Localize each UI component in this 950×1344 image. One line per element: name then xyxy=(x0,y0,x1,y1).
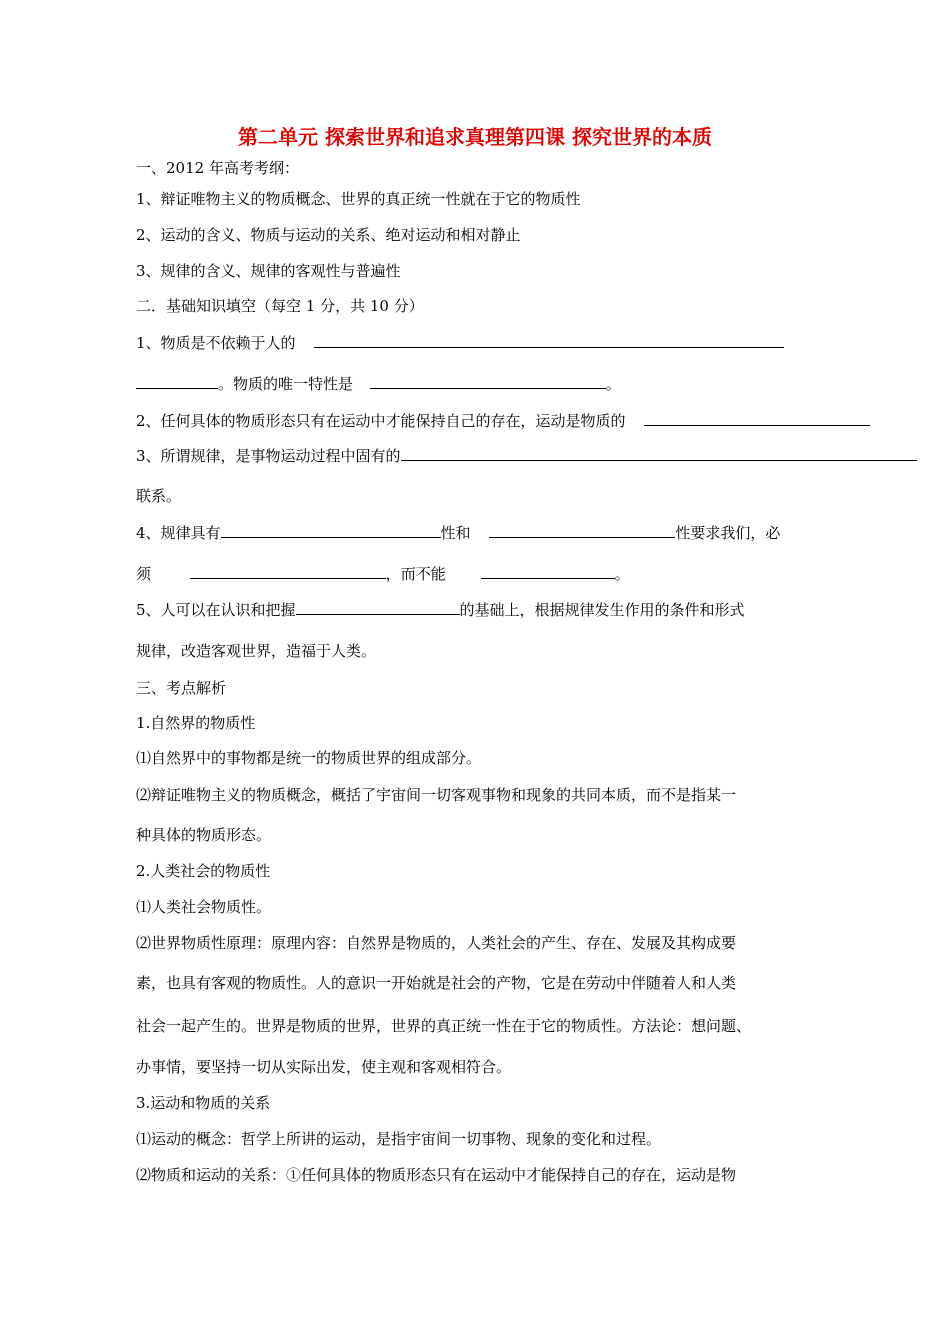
question-3-text: 3、所谓规律，是事物运动过程中固有的 xyxy=(136,447,401,465)
analysis-line: ⑴自然界中的事物都是统一的物质世界的组成部分。 xyxy=(136,749,482,767)
question-3-line-1 xyxy=(136,446,917,466)
analysis-line: 1.自然界的物质性 xyxy=(136,714,256,732)
question-1-text-2: 。物质的唯一特性是 xyxy=(218,375,354,393)
section2-heading: 二．基础知识填空（每空 1 分，共 10 分） xyxy=(136,297,424,315)
answer-blank[interactable] xyxy=(296,600,460,615)
question-5-text: 5、人可以在认识和把握 xyxy=(136,601,296,619)
syllabus-item-1: 1、辩证唯物主义的物质概念、世界的真正统一性就在于它的物质性 xyxy=(136,190,581,208)
answer-blank[interactable] xyxy=(489,523,675,538)
question-1-text: 1、物质是不依赖于人的 xyxy=(136,334,296,352)
question-2-line xyxy=(136,411,870,431)
question-4-text-3: 性要求我们，必 xyxy=(675,524,781,542)
answer-blank[interactable] xyxy=(190,564,386,579)
question-5-text-2: 的基础上，根据规律发生作用的条件和形式 xyxy=(459,601,745,619)
analysis-line: ⑵辩证唯物主义的物质概念，概括了宇宙间一切客观事物和现象的共同本质，而不是指某一 xyxy=(136,786,737,804)
analysis-line: ⑴人类社会物质性。 xyxy=(136,898,272,916)
section1-heading: 一、2012 年高考考纲： xyxy=(136,159,299,177)
question-2-text: 2、任何具体的物质形态只有在运动中才能保持自己的存在，运动是物质的 xyxy=(136,412,626,430)
question-4-text-5: ，而不能 xyxy=(385,565,446,583)
question-1-line-2 xyxy=(136,374,621,394)
analysis-line: ⑵世界物质性原理：原理内容：自然界是物质的，人类社会的产生、存在、发展及其构成要 xyxy=(136,934,737,952)
question-4-text-4: 须 xyxy=(136,565,152,583)
question-1-text-3: 。 xyxy=(605,375,621,393)
analysis-line: ⑵物质和运动的关系：①任何具体的物质形态只有在运动中才能保持自己的存在，运动是物 xyxy=(136,1166,737,1184)
answer-blank[interactable] xyxy=(401,446,917,461)
answer-blank[interactable] xyxy=(481,564,615,579)
answer-blank[interactable] xyxy=(314,333,784,348)
syllabus-item-3: 3、规律的含义、规律的客观性与普遍性 xyxy=(136,262,401,280)
answer-blank[interactable] xyxy=(136,374,218,389)
question-5-line-2: 规律，改造客观世界，造福于人类。 xyxy=(136,642,377,660)
analysis-line: 种具体的物质形态。 xyxy=(136,826,272,844)
syllabus-item-2: 2、运动的含义、物质与运动的关系、绝对运动和相对静止 xyxy=(136,226,521,244)
question-5-line-1 xyxy=(136,600,745,620)
question-4-text: 4、规律具有 xyxy=(136,524,221,542)
question-4-text-2: 性和 xyxy=(440,524,471,542)
question-4-line-1 xyxy=(136,523,780,543)
analysis-line: 2.人类社会的物质性 xyxy=(136,862,271,880)
analysis-line: 办事情，要坚持一切从实际出发，使主观和客观相符合。 xyxy=(136,1058,512,1076)
analysis-line: 社会一起产生的。世界是物质的世界，世界的真正统一性在于它的物质性。方法论：想问题、 xyxy=(136,1017,752,1035)
analysis-line: 3.运动和物质的关系 xyxy=(136,1094,271,1112)
section3-heading: 三、考点解析 xyxy=(136,679,227,697)
document-title: 第二单元 探索世界和追求真理第四课 探究世界的本质 xyxy=(238,125,712,149)
question-4-line-2 xyxy=(136,564,630,584)
answer-blank[interactable] xyxy=(370,374,606,389)
question-4-text-6: 。 xyxy=(614,565,630,583)
analysis-line: ⑴运动的概念：哲学上所讲的运动，是指宇宙间一切事物、现象的变化和过程。 xyxy=(136,1130,662,1148)
question-1-line-1 xyxy=(136,333,784,353)
question-3-line-2: 联系。 xyxy=(136,487,182,505)
answer-blank[interactable] xyxy=(221,523,441,538)
answer-blank[interactable] xyxy=(644,411,870,426)
analysis-line: 素，也具有客观的物质性。人的意识一开始就是社会的产物，它是在劳动中伴随着人和人类 xyxy=(136,974,737,992)
